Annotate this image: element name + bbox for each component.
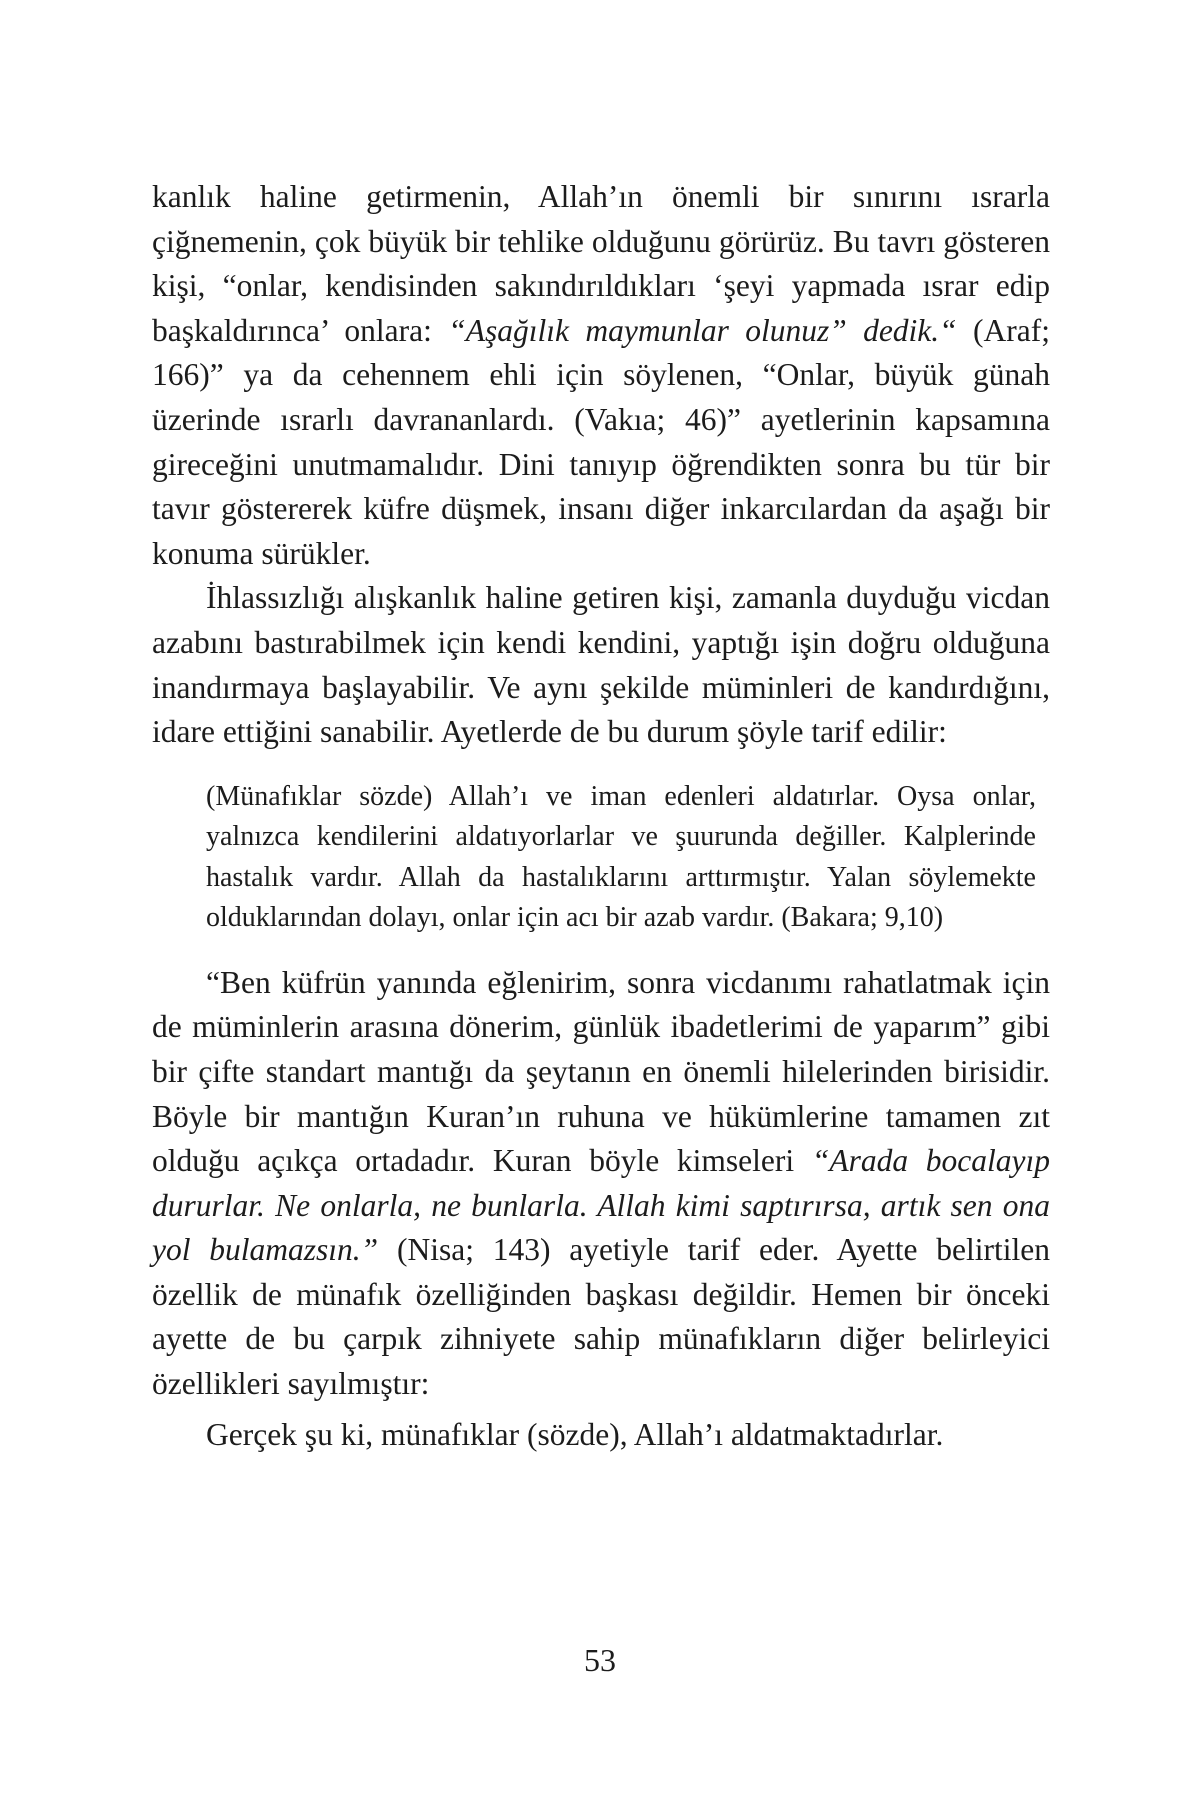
paragraph (152, 175, 1050, 576)
quote-italic: “Aşağılık maymunlar olunuz” dedik.“ (448, 312, 957, 348)
paragraph-text: kanlık haline getirmenin, Allah’ın önemli bir sınırını ısrarla çiğnemenin, çok büyük bir tehlike olduğunu görürüz. Bu tavrı gösteren kişi, “onlar, kendisinden sakındırıldıkları ‘şeyi yapmada ısrar edip başkaldırınca’ onlara: (152, 179, 1050, 348)
paragraph: İhlassızlığı alışkanlık haline getiren kişi, zamanla duyduğu vicdan azabını bastırabilmek için kendi kendini, yaptığı işin doğru olduğuna inandırmaya başlayabilir. Ve aynı şekilde müminleri de kandırdığını, idare ettiğini sanabilir. Ayetlerde de bu durum şöyle tarif edilir: (152, 580, 1050, 750)
block-quote: (Münafıklar sözde) Allah’ı ve iman edenleri aldatırlar. Oysa onlar, yalnızca kendilerini aldatıyorlarlar ve şuurunda değiller. Kalplerinde hastalık vardır. Allah da hastalıklarını arttırmıştır. Yalan söylemekte olduklarından dolayı, onlar için acı bir azab vardır. (Bakara; 9,10) (206, 780, 1036, 934)
page-body (152, 175, 1050, 1457)
paragraph-text: (Nisa; 143) ayetiyle tarif eder. Ayette belirtilen özellik de münafık özelliğinden başkası değildir. Hemen bir önceki ayette de bu çarpık zihniyete sahip münafıkların diğer belirleyici özellikleri sayılmıştır: (152, 1232, 1050, 1402)
paragraph-text: “Ben küfrün yanında eğlenirim, sonra vicdanımı rahatlatmak için de müminlerin arasına dönerim, günlük ibadetlerimi de yaparım” gibi bir çifte standart mantığı da şeytanın en önemli hilelerinden birisidir. Böyle bir mantığın Kuran’ın ruhuna ve hükümlerine tamamen zıt olduğu açıkça ortadadır. Kuran böyle kimseleri (152, 964, 1050, 1179)
quote-italic: “Arada bocalayıp dururlar. Ne onlarla, ne bunlarla. Allah kimi saptırırsa, artık sen ona yol bulamazsın.” (152, 1143, 1050, 1268)
paragraph-text: (Araf; 166)” ya da cehennem ehli için söylenen, “Onlar, büyük günah üzerinde ısrarlı davrananlardı. (Vakıa; 46)” ayetlerinin kapsamına gireceğini unutmamalıdır. Dini tanıyıp öğrendikten sonra bu tür bir tavır göstererek küfre düşmek, insanı diğer inkarcılardan da aşağı bir konuma sürükler. (152, 312, 1050, 571)
paragraph (152, 961, 1050, 1407)
paragraph: Gerçek şu ki, münafıklar (sözde), Allah’ı aldatmaktadırlar. (206, 1416, 944, 1452)
page-number: 53 (584, 1642, 616, 1678)
